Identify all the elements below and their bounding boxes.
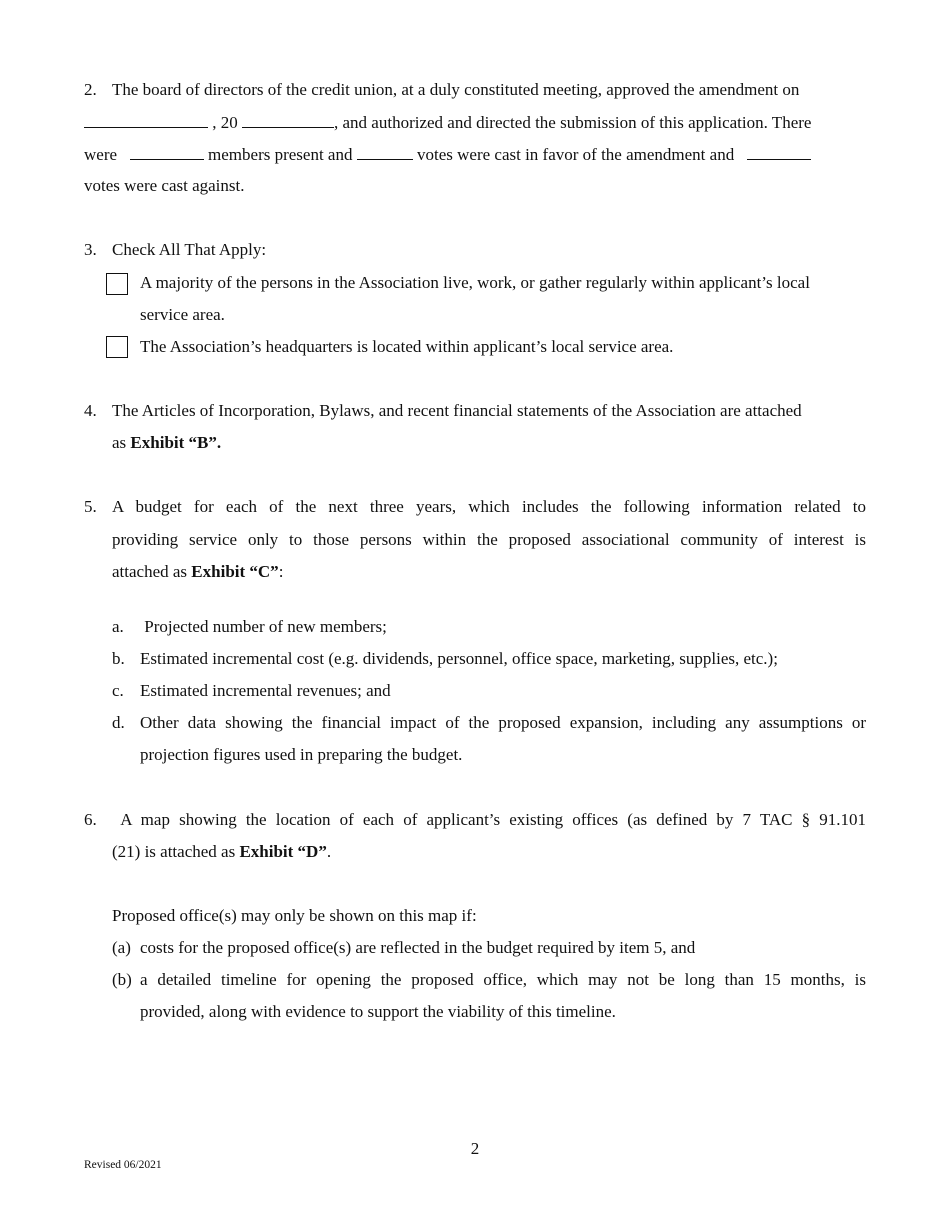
page-number: 2 — [470, 1139, 480, 1158]
meeting-year-blank[interactable] — [242, 112, 334, 128]
item3-option2: The Association’s headquarters is located within applicant’s local service area. — [140, 337, 674, 356]
document-page: 2. The board of directors of the credit union, at a duly constituted meeting, approved the amendment on , 20 , and authorized and directed the submission of this application. There were members present and votes were cast in favor of the amendment and votes were cast against. 3. Check All That Apply: A majority of the persons in the Association live, work, or gather regularly within applicant’s local service area. The Association’s headquarters is located within applicant’s local service area. 4. The Articles of Incorporation, Bylaws, and recent financial statements of the Association are attached as Exhibit “B”. 5. A budget for each of the next three years, which includes the following information related to providing service only to those persons within the proposed associational community of interest is attached as Exhibit “C”: a. Projected number of new members; b. Estimated incremental cost (e.g. dividends, personnel, office space, marketing, supplies, etc.); c. Estimated incremental revenues; and d. Other data showing the financial impact of the proposed expansion, including any assumptions or projection figures used in preparing the budget. 6. A map showing the location of each of applicant’s existing offices (as defined by 7 TAC § 91.101 (21) is attached as Exhibit “D”. Proposed office(s) may only be shown on this map if: (a) costs for the proposed office(s) are reflected in the budget required by item 5, and (b) a detailed timeline for opening the proposed office, which may not be long than 15 months, is provided, along with evidence to support the viability of this timeline. 2 Revised 06/2021 — [84, 80, 866, 1171]
item2-line3: were members present and votes were cast in favor of the amendment and — [84, 144, 866, 165]
item2-line4: votes were cast against. — [84, 176, 245, 195]
votes-for-blank[interactable] — [357, 144, 413, 160]
checkbox-majority-local-area[interactable] — [106, 273, 128, 295]
revision-date: Revised 06/2021 — [84, 1159, 162, 1171]
item6-intro: Proposed office(s) may only be shown on this map if: — [112, 906, 477, 925]
exhibit-c-label: Exhibit “C” — [191, 562, 279, 581]
members-present-blank[interactable] — [130, 144, 204, 160]
checkbox-headquarters-local-area[interactable] — [106, 336, 128, 358]
item2-line2: , 20 , and authorized and directed the submission of this application. There — [84, 112, 866, 133]
item6-cond-b-line2: provided, along with evidence to support the viability of this timeline. — [140, 1002, 616, 1021]
item5-line2: providing service only to those persons within the proposed associational community of interest is — [112, 530, 866, 549]
exhibit-b-label: Exhibit “B”. — [130, 433, 222, 452]
item3-option1-line2: service area. — [140, 305, 225, 324]
item3-option1-line1: A majority of the persons in the Association live, work, or gather regularly within applicant’s local — [140, 273, 810, 292]
item6-line2: (21) is attached as Exhibit “D”. — [112, 842, 332, 861]
votes-against-blank[interactable] — [747, 144, 811, 160]
meeting-date-blank[interactable] — [84, 112, 208, 128]
item2-number: 2. — [84, 80, 97, 99]
item5-sub-d-line2: projection figures used in preparing the budget. — [140, 745, 463, 764]
item4-line2: as Exhibit “B”. — [112, 433, 222, 452]
item5-line3: attached as Exhibit “C”: — [112, 562, 284, 581]
exhibit-d-label: Exhibit “D” — [239, 842, 327, 861]
